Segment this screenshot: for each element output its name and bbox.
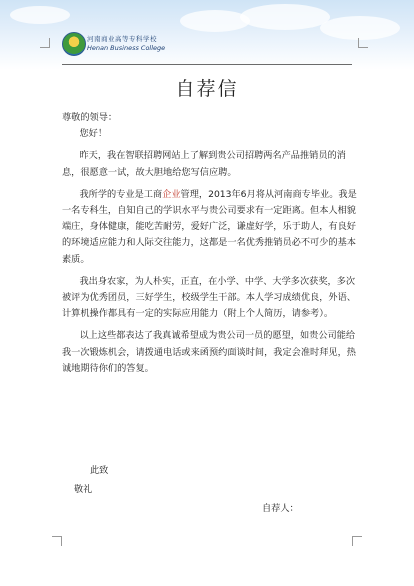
regards-phrase: 敬礼 <box>74 484 93 495</box>
corner-mark-bottom-left <box>52 536 62 546</box>
school-logo <box>62 32 212 66</box>
hello-line: 您好！ <box>79 128 108 140</box>
header-divider <box>62 64 352 65</box>
corner-mark-top-left <box>40 38 50 48</box>
paragraph-4: 以上这些都表达了我真诚希望成为贵公司一员的愿望，如贵公司能给我一次锻炼机会，请拨通电话或来函预约面谈时间，我定会准时拜见，热诚地期待你们的答复。 <box>62 330 356 374</box>
corner-mark-bottom-right <box>352 536 362 546</box>
paragraph-2-rest: 管理，2013年6月将从河南商专毕业。我是一名专科生，自知自己的学识水平与贵公司要求有一定距离。但本人相貌端庄，身体健康，能吃苦耐劳，爱好广泛，谦虚好学，乐于助人，有良好的环境适应能力和人际交往能力，这都是一名优秀推销员必不可少的基本素质。 <box>62 188 357 265</box>
paragraph-2-highlight: 企业 <box>162 188 181 200</box>
school-emblem-icon <box>62 32 86 56</box>
corner-mark-top-right <box>358 38 368 48</box>
paragraph-1: 昨天，我在智联招聘网站上了解到贵公司招聘两名产品推销员的消息，很愿意一试，故大胆地给您写信应聘。 <box>62 150 346 178</box>
greeting: 尊敬的领导： <box>62 112 118 123</box>
letter-title: 自荐信 <box>175 78 239 100</box>
school-name-en: Henan Business College <box>87 44 166 52</box>
school-name-cn: 河南商业高等专科学校 <box>87 35 157 43</box>
closing-phrase: 此致 <box>90 465 109 476</box>
cloud-decoration <box>320 16 400 40</box>
signer-label: 自荐人： <box>262 503 299 514</box>
cloud-decoration <box>10 6 70 24</box>
cloud-decoration <box>240 4 330 30</box>
paragraph-2 <box>62 187 358 268</box>
letter-body <box>62 110 358 377</box>
paragraph-3: 我出身农家，为人朴实，正直，在小学、中学、大学多次获奖，多次被评为优秀团员，三好学生，校级学生干部。本人学习成绩优良，外语、计算机操作都具有一定的实际应用能力（附上个人简历，请参考）。 <box>62 275 356 320</box>
cloud-decoration <box>180 10 250 32</box>
paragraph-2-start: 我所学的专业是工商 <box>79 188 163 200</box>
